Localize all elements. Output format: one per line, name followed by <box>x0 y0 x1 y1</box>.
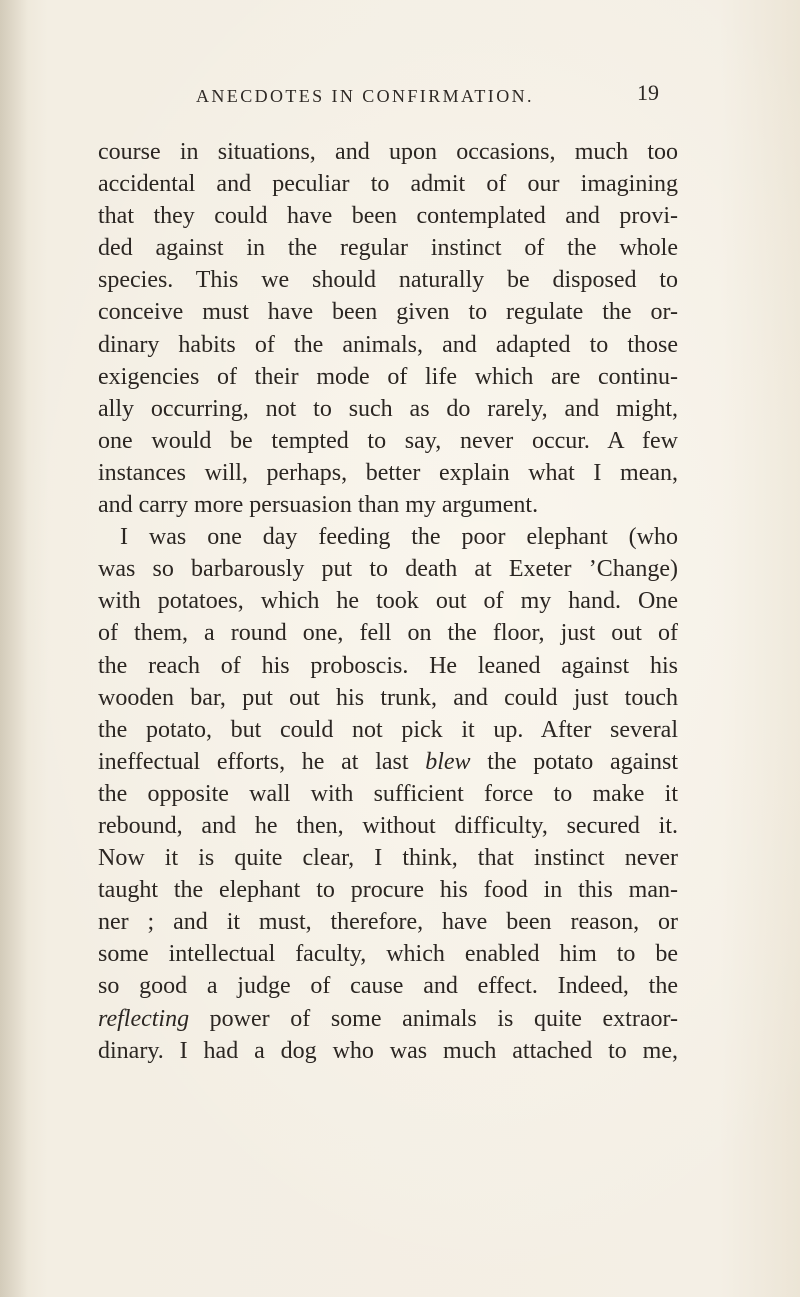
italic-word: reflecting <box>98 1005 190 1032</box>
running-head: ANECDOTES IN CONFIRMATION. <box>196 86 534 106</box>
text-line: with potatoes, which he took out of my hand. One <box>98 588 678 615</box>
text-line: ineffectual efforts, he at last blew the potato against <box>98 748 678 775</box>
text-line: that they could have been contemplated and provi- <box>98 203 678 230</box>
text-line: the potato, but could not pick it up. After several <box>98 716 678 743</box>
text-line: the opposite wall with sufficient force to make it <box>98 780 678 807</box>
text-line: conceive must have been given to regulate the or- <box>98 299 678 326</box>
text-line: taught the elephant to procure his food in this man- <box>98 877 678 904</box>
text-line: wooden bar, put out his trunk, and could just touch <box>98 684 678 711</box>
text-line: instances will, perhaps, better explain what I mean, <box>98 459 678 486</box>
text-line: ner ; and it must, therefore, have been reason, or <box>98 909 678 936</box>
text-line: exigencies of their mode of life which are continu- <box>98 363 678 390</box>
text-line: Now it is quite clear, I think, that instinct never <box>98 845 678 872</box>
text-line: some intellectual faculty, which enabled him to be <box>98 941 678 968</box>
paragraph-start-line: I was one day feeding the poor elephant (who <box>120 524 678 551</box>
text-line: of them, a round one, fell on the floor, just out of <box>98 620 678 647</box>
text-line: ally occurring, not to such as do rarely, and might, <box>98 395 678 422</box>
text-line: dinary. I had a dog who was much attached to me, <box>98 1037 678 1064</box>
page-number: 19 <box>637 80 659 105</box>
italic-word: blew <box>425 748 471 775</box>
text-line: reflecting power of some animals is quite extraor- <box>98 1005 678 1032</box>
text-line: accidental and peculiar to admit of our imagining <box>98 171 678 198</box>
text-line: ded against in the regular instinct of the whole <box>98 235 678 262</box>
text-line: course in situations, and upon occasions, much too <box>98 139 678 165</box>
text-line: was so barbarously put to death at Exeter ’Change) <box>98 556 678 583</box>
text-line: the reach of his proboscis. He leaned against his <box>98 652 678 679</box>
text-line: one would be tempted to say, never occur. A few <box>98 427 678 454</box>
text-line: so good a judge of cause and effect. Indeed, the <box>98 973 678 1000</box>
gutter-shadow <box>0 0 28 1297</box>
paragraph-end-line: and carry more persuasion than my argument. <box>98 492 539 519</box>
text-line: species. This we should naturally be disposed to <box>98 267 678 294</box>
text-line: dinary habits of the animals, and adapted to those <box>98 331 678 358</box>
text-line: rebound, and he then, without difficulty, secured it. <box>98 812 678 839</box>
body-text <box>98 136 678 1067</box>
